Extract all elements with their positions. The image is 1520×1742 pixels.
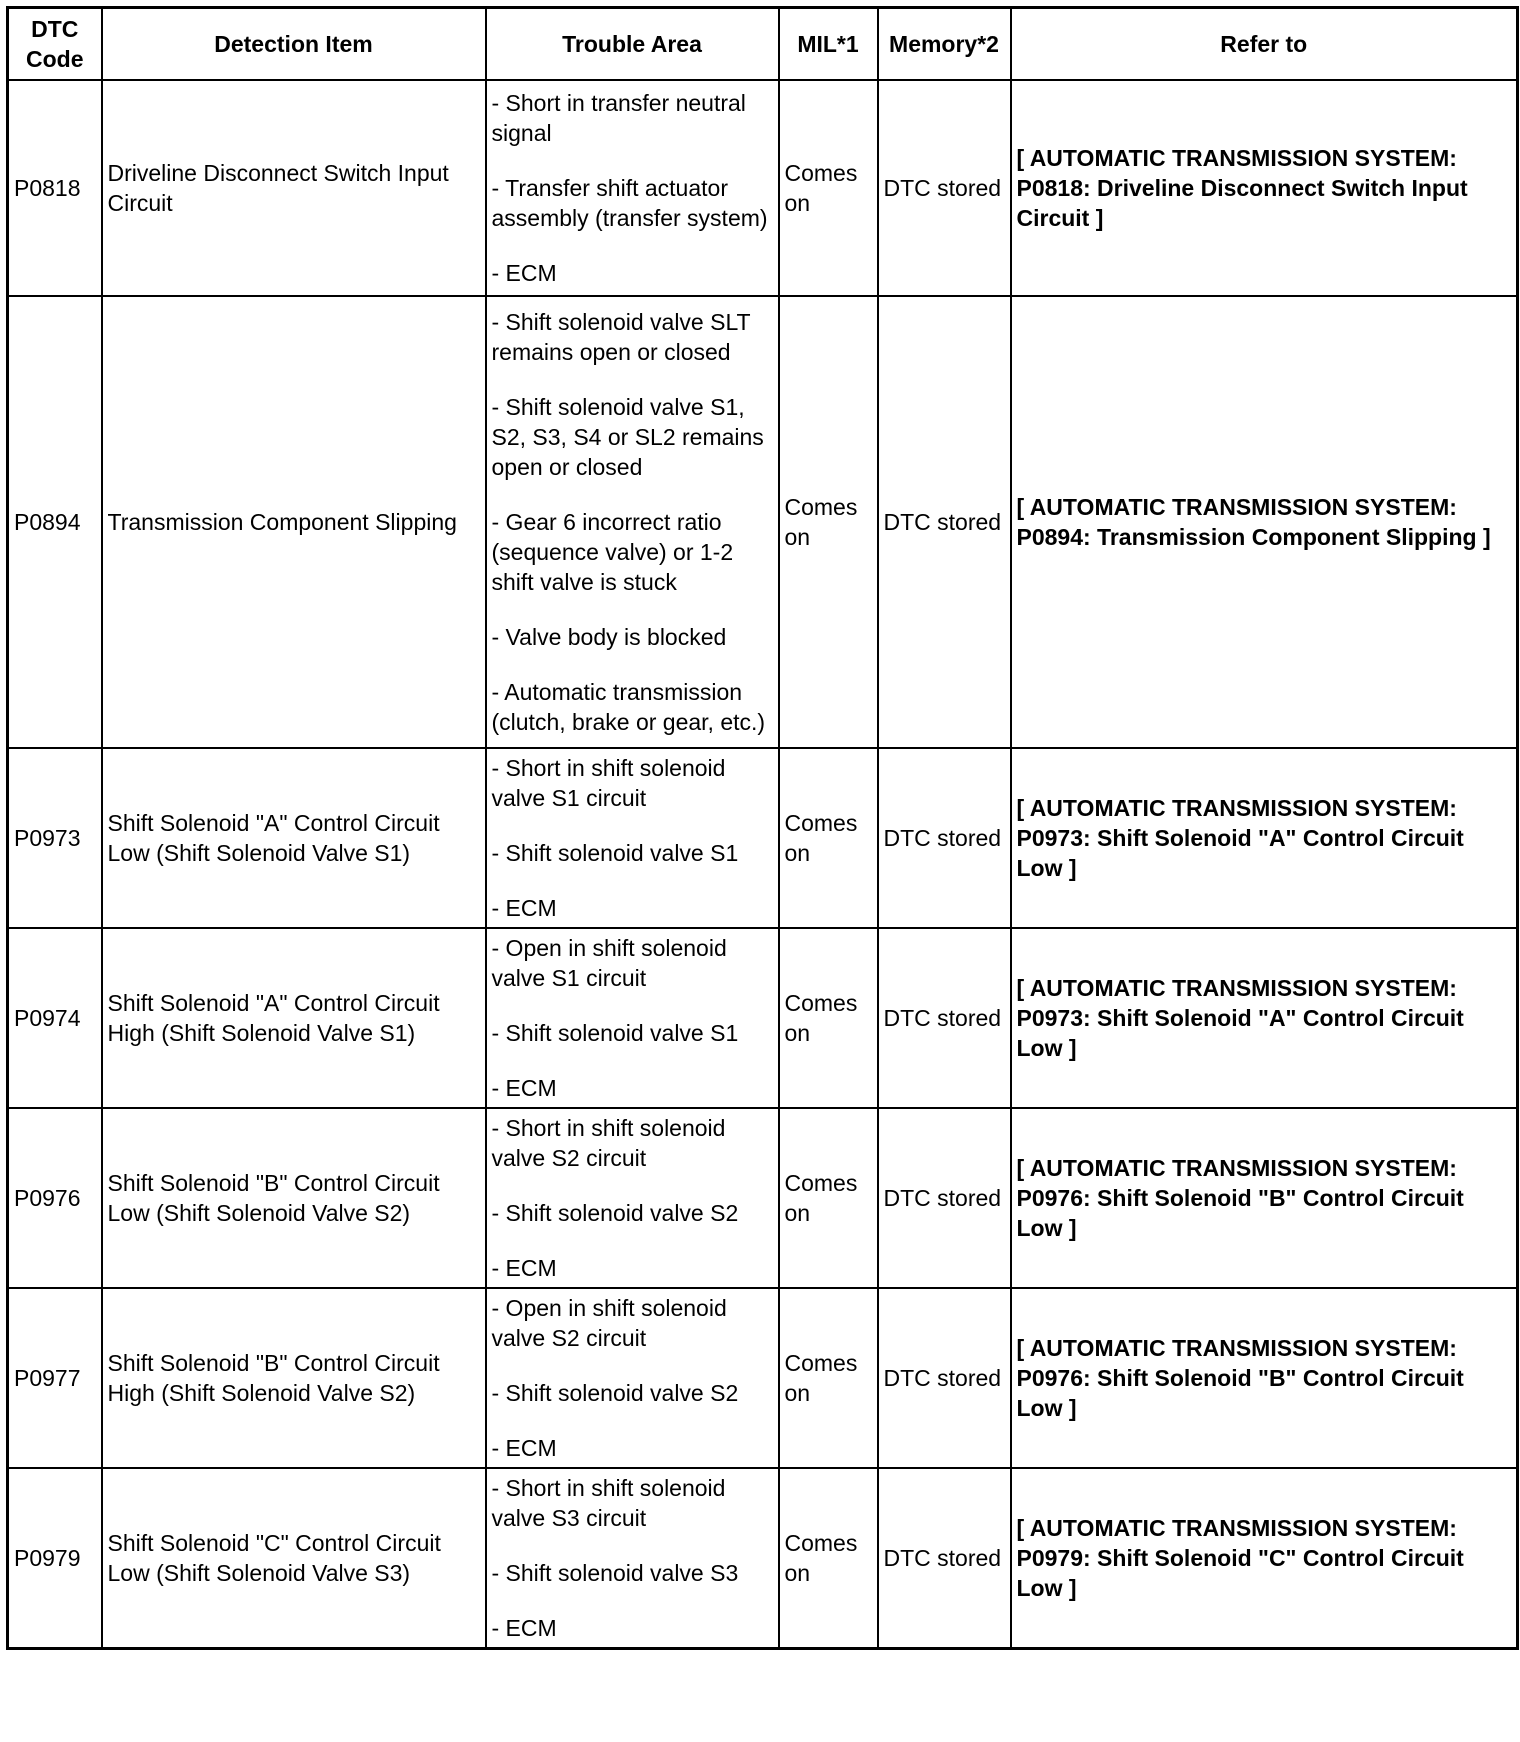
trouble-area-item: - ECM bbox=[491, 1434, 557, 1461]
trouble-area-item: - Gear 6 incorrect ratio (sequence valve) or 1-2 shift valve is stuck bbox=[491, 508, 734, 595]
refer-to-cell: [ AUTOMATIC TRANSMISSION SYSTEM: P0976: Shift Solenoid "B" Control Circuit Low ] bbox=[1011, 1288, 1518, 1468]
memory-cell: DTC stored bbox=[878, 748, 1011, 928]
trouble-area-cell bbox=[486, 1288, 779, 1468]
trouble-area-list bbox=[492, 753, 773, 923]
trouble-area-cell bbox=[486, 1108, 779, 1288]
mil-cell: Comes on bbox=[779, 296, 878, 748]
trouble-area-cell bbox=[486, 80, 779, 296]
trouble-area-cell bbox=[486, 928, 779, 1108]
header-memory: Memory*2 bbox=[878, 8, 1011, 80]
refer-to-cell: [ AUTOMATIC TRANSMISSION SYSTEM: P0973: Shift Solenoid "A" Control Circuit Low ] bbox=[1011, 748, 1518, 928]
table-row bbox=[8, 80, 1518, 296]
memory-cell: DTC stored bbox=[878, 1468, 1011, 1649]
refer-to-cell: [ AUTOMATIC TRANSMISSION SYSTEM: P0973: Shift Solenoid "A" Control Circuit Low ] bbox=[1011, 928, 1518, 1108]
trouble-area-cell bbox=[486, 748, 779, 928]
memory-cell: DTC stored bbox=[878, 1108, 1011, 1288]
table-body bbox=[8, 80, 1518, 1649]
header-dtc-code-label: DTC Code bbox=[26, 15, 84, 72]
trouble-area-item: - ECM bbox=[491, 259, 557, 286]
trouble-area-list bbox=[492, 933, 773, 1103]
trouble-area-list bbox=[492, 1113, 773, 1283]
trouble-area-item: - Shift solenoid valve S1, S2, S3, S4 or SL2 remains open or closed bbox=[491, 393, 764, 480]
header-dtc-code bbox=[8, 8, 102, 80]
trouble-area-item: - ECM bbox=[491, 1074, 557, 1101]
header-detection-item: Detection Item bbox=[102, 8, 486, 80]
table-row bbox=[8, 1288, 1518, 1468]
refer-to-cell: [ AUTOMATIC TRANSMISSION SYSTEM: P0976: Shift Solenoid "B" Control Circuit Low ] bbox=[1011, 1108, 1518, 1288]
header-refer-to: Refer to bbox=[1011, 8, 1518, 80]
mil-cell: Comes on bbox=[779, 748, 878, 928]
table-row bbox=[8, 1468, 1518, 1649]
dtc-code-cell: P0818 bbox=[8, 80, 102, 296]
trouble-area-item: - Short in shift solenoid valve S2 circuit bbox=[491, 1114, 726, 1171]
table-row bbox=[8, 748, 1518, 928]
refer-to-cell: [ AUTOMATIC TRANSMISSION SYSTEM: P0894: Transmission Component Slipping ] bbox=[1011, 296, 1518, 748]
refer-to-cell: [ AUTOMATIC TRANSMISSION SYSTEM: P0818: Driveline Disconnect Switch Input Circuit ] bbox=[1011, 80, 1518, 296]
trouble-area-cell bbox=[486, 296, 779, 748]
trouble-area-item: - Shift solenoid valve S3 bbox=[491, 1559, 739, 1586]
trouble-area-item: - ECM bbox=[491, 1254, 557, 1281]
dtc-code-cell: P0974 bbox=[8, 928, 102, 1108]
dtc-code-cell: P0976 bbox=[8, 1108, 102, 1288]
trouble-area-item: - Shift solenoid valve S2 bbox=[491, 1199, 739, 1226]
mil-cell: Comes on bbox=[779, 1108, 878, 1288]
mil-cell: Comes on bbox=[779, 928, 878, 1108]
trouble-area-item: - Transfer shift actuator assembly (transfer system) bbox=[491, 174, 768, 231]
mil-cell: Comes on bbox=[779, 1468, 878, 1649]
detection-item-cell: Shift Solenoid "B" Control Circuit Low (Shift Solenoid Valve S2) bbox=[102, 1108, 486, 1288]
trouble-area-item: - Short in transfer neutral signal bbox=[491, 89, 746, 146]
header-row bbox=[8, 8, 1518, 80]
dtc-code-cell: P0973 bbox=[8, 748, 102, 928]
trouble-area-item: - Open in shift solenoid valve S2 circuit bbox=[491, 1294, 727, 1351]
dtc-code-cell: P0977 bbox=[8, 1288, 102, 1468]
mil-cell: Comes on bbox=[779, 80, 878, 296]
trouble-area-item: - Shift solenoid valve SLT remains open or closed bbox=[491, 308, 751, 365]
detection-item-cell: Shift Solenoid "B" Control Circuit High (Shift Solenoid Valve S2) bbox=[102, 1288, 486, 1468]
memory-cell: DTC stored bbox=[878, 296, 1011, 748]
mil-cell: Comes on bbox=[779, 1288, 878, 1468]
refer-to-cell: [ AUTOMATIC TRANSMISSION SYSTEM: P0979: Shift Solenoid "C" Control Circuit Low ] bbox=[1011, 1468, 1518, 1649]
header-mil: MIL*1 bbox=[779, 8, 878, 80]
detection-item-cell: Shift Solenoid "C" Control Circuit Low (Shift Solenoid Valve S3) bbox=[102, 1468, 486, 1649]
detection-item-cell: Shift Solenoid "A" Control Circuit High (Shift Solenoid Valve S1) bbox=[102, 928, 486, 1108]
memory-cell: DTC stored bbox=[878, 1288, 1011, 1468]
table-row bbox=[8, 296, 1518, 748]
trouble-area-list bbox=[492, 1293, 773, 1463]
trouble-area-item: - Short in shift solenoid valve S3 circuit bbox=[491, 1474, 726, 1531]
trouble-area-list bbox=[492, 307, 773, 737]
table-header bbox=[8, 8, 1518, 80]
trouble-area-item: - Valve body is blocked bbox=[491, 623, 727, 650]
detection-item-cell: Driveline Disconnect Switch Input Circuit bbox=[102, 80, 486, 296]
dtc-table bbox=[6, 6, 1519, 1650]
trouble-area-item: - ECM bbox=[491, 1614, 557, 1641]
table-row bbox=[8, 1108, 1518, 1288]
detection-item-cell: Transmission Component Slipping bbox=[102, 296, 486, 748]
trouble-area-item: - ECM bbox=[491, 894, 557, 921]
detection-item-cell: Shift Solenoid "A" Control Circuit Low (Shift Solenoid Valve S1) bbox=[102, 748, 486, 928]
trouble-area-item: - Short in shift solenoid valve S1 circuit bbox=[491, 754, 726, 811]
trouble-area-item: - Shift solenoid valve S1 bbox=[491, 839, 739, 866]
header-trouble-area: Trouble Area bbox=[486, 8, 779, 80]
trouble-area-list bbox=[492, 88, 773, 288]
dtc-code-cell: P0894 bbox=[8, 296, 102, 748]
trouble-area-item: - Open in shift solenoid valve S1 circuit bbox=[491, 934, 727, 991]
memory-cell: DTC stored bbox=[878, 80, 1011, 296]
trouble-area-item: - Shift solenoid valve S1 bbox=[491, 1019, 739, 1046]
table-row bbox=[8, 928, 1518, 1108]
trouble-area-item: - Shift solenoid valve S2 bbox=[491, 1379, 739, 1406]
trouble-area-item: - Automatic transmission (clutch, brake or gear, etc.) bbox=[491, 678, 766, 735]
trouble-area-cell bbox=[486, 1468, 779, 1649]
memory-cell: DTC stored bbox=[878, 928, 1011, 1108]
dtc-code-cell: P0979 bbox=[8, 1468, 102, 1649]
trouble-area-list bbox=[492, 1473, 773, 1643]
